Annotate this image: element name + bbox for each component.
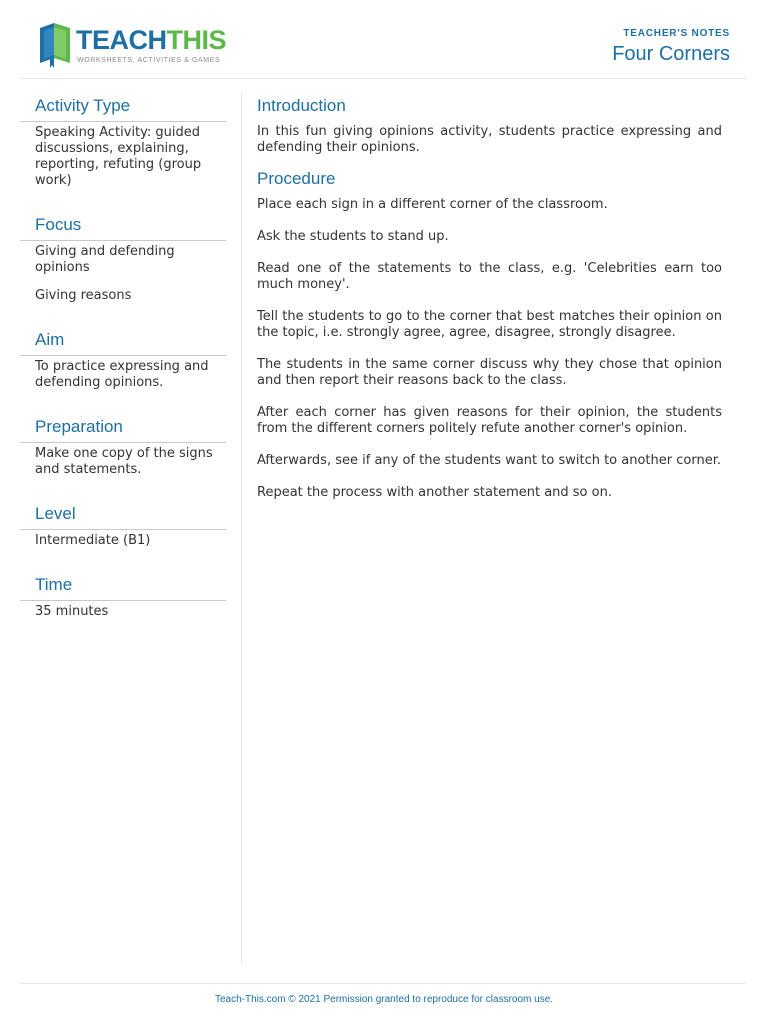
logo-tagline: WORKSHEETS, ACTIVITIES & GAMES bbox=[77, 57, 221, 64]
section-heading: Preparation bbox=[20, 413, 226, 443]
section-text: 35 minutes bbox=[35, 604, 109, 619]
procedure-step: Tell the students to go to the corner that best matches their opinion on the topic, i.e. strongly agree, agree, disagree, strongly disagree. bbox=[257, 309, 722, 340]
section-level bbox=[20, 500, 226, 549]
book-icon bbox=[36, 22, 76, 68]
section-preparation bbox=[20, 413, 226, 478]
section-text: Intermediate (B1) bbox=[35, 533, 151, 548]
section-text: Speaking Activity: guided discussions, explaining, reporting, refuting (group work) bbox=[35, 125, 202, 188]
section-heading: Level bbox=[20, 500, 226, 530]
introduction-heading: Introduction bbox=[257, 96, 346, 115]
procedure-step: Read one of the statements to the class, e.g. 'Celebrities earn too much money'. bbox=[257, 261, 722, 292]
section-text: Make one copy of the signs and statements. bbox=[35, 446, 213, 477]
section-heading: Time bbox=[20, 571, 226, 601]
footer-copyright: Teach-This.com © 2021 Permission granted to reproduce for classroom use. bbox=[214, 994, 554, 1005]
section-text: To practice expressing and defending opinions. bbox=[35, 359, 209, 390]
main-content bbox=[257, 92, 722, 517]
procedure-step: Place each sign in a different corner of the classroom. bbox=[257, 197, 608, 212]
section-heading: Focus bbox=[20, 211, 226, 241]
procedure-step: The students in the same corner discuss why they chose that opinion and then report their reasons back to the class. bbox=[257, 357, 722, 388]
section-heading: Aim bbox=[20, 326, 226, 356]
section-aim bbox=[20, 326, 226, 391]
procedure-heading: Procedure bbox=[257, 169, 336, 188]
section-text: Giving reasons bbox=[35, 288, 132, 303]
procedure-step: Afterwards, see if any of the students want to switch to another corner. bbox=[257, 453, 721, 468]
page-title: Four Corners bbox=[612, 43, 730, 65]
procedure-step: Repeat the process with another statement and so on. bbox=[257, 485, 612, 500]
section-text: Giving and defending opinions bbox=[35, 244, 175, 275]
teach-this-logo bbox=[36, 22, 236, 70]
procedure-step: After each corner has given reasons for their opinion, the students from the different corners politely refute another corner's opinion. bbox=[257, 405, 722, 436]
section-activity-type bbox=[20, 92, 226, 189]
section-time bbox=[20, 571, 226, 620]
page-header bbox=[20, 0, 746, 79]
footer-divider bbox=[20, 983, 746, 984]
introduction-text: In this fun giving opinions activity, students practice expressing and defending their opinions. bbox=[257, 124, 722, 155]
procedure-step: Ask the students to stand up. bbox=[257, 229, 449, 244]
column-divider bbox=[241, 92, 242, 964]
teachers-notes-label: TEACHER'S NOTES bbox=[623, 28, 730, 39]
section-focus bbox=[20, 211, 226, 304]
logo-wordmark: TEACHTHIS bbox=[76, 25, 227, 55]
section-heading: Activity Type bbox=[20, 92, 226, 122]
sidebar bbox=[20, 92, 226, 642]
